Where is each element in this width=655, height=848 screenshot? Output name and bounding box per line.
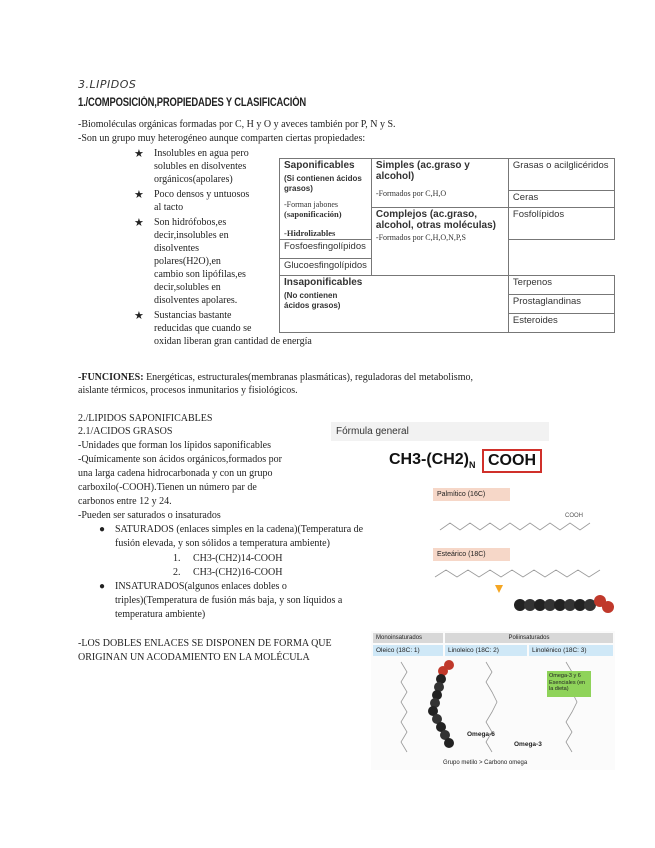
- saponificables-label: Saponificables: [284, 160, 355, 171]
- sec2-line-5: carbonos entre 12 y 24.: [78, 496, 172, 507]
- prop-3-line-4: polares(H2O),en: [154, 256, 221, 267]
- sec2-line-1: -Unidades que forman los lípidos saponificables: [78, 440, 272, 451]
- example-1: CH3-(CH2)14-COOH: [193, 553, 283, 564]
- star-bullet-icon: ★: [134, 189, 144, 201]
- type-ceras: Ceras: [508, 191, 614, 208]
- stearic-chain-diagram: [430, 563, 620, 618]
- simples-label: Simples (ac.graso y alcohol): [375, 160, 470, 182]
- bullet-dot: ●: [99, 581, 106, 592]
- sap-soap-line-1: -Forman jabones: [284, 200, 338, 209]
- label-oleico: Oleico (18C: 1): [373, 645, 443, 656]
- prop-1-line-1: Insolubles en agua pero: [154, 148, 249, 159]
- star-bullet-icon: ★: [134, 148, 144, 160]
- complejos-note: -Formados por C,H,O,N,P,S: [375, 233, 466, 242]
- saponificables-cell: [280, 159, 372, 240]
- header-monoinsaturados: Monoinsaturados: [373, 633, 443, 643]
- formula-label: Fórmula general: [331, 422, 549, 441]
- section-title: 3.LIPIDOS: [78, 78, 137, 91]
- type-prostaglandinas: Prostaglandinas: [508, 295, 614, 314]
- insaponificables-cell: [280, 276, 509, 333]
- simples-cell: [371, 159, 508, 208]
- complejos-label: Complejos (ac.graso, alcohol, otras moléculas): [375, 209, 496, 231]
- sec2-line-3: una larga cadena hidrocarbonada y con un grupo: [78, 468, 273, 479]
- example-num-2: 2.: [173, 567, 181, 578]
- cooh-box: COOH: [482, 449, 542, 473]
- formula-left: CH3-(CH2): [389, 451, 469, 468]
- prop-3-line-7: disolventes apolares.: [154, 295, 238, 306]
- general-formula: [389, 451, 476, 470]
- complejos-cell: [371, 208, 508, 276]
- palmitico-label: Palmítico (16C): [433, 488, 510, 501]
- type-esteroides: Esteroides: [508, 314, 614, 333]
- saturados-line-2: fusión elevada, y son sólidos a temperatura ambiente): [115, 538, 330, 549]
- saturados-line-1: SATURADOS (enlaces simples en la cadena)(Temperatura de: [115, 524, 364, 535]
- type-glucoesfingolipidos: Glucoesfingolípidos: [280, 259, 372, 276]
- sec2-line-4: carboxilo(-COOH).Tienen un número par de: [78, 482, 257, 493]
- prop-2-line-1: Poco densos y untuosos: [154, 189, 250, 200]
- prop-4-line-1: Sustancias bastante: [154, 310, 232, 321]
- arrow-down-icon: [495, 585, 503, 593]
- intro-line-1: -Biomoléculas orgánicas formadas por C, H y O y aveces también por P, N y S.: [78, 119, 396, 130]
- label-linolenico: Linolénico (18C: 3): [529, 645, 613, 656]
- saponificables-note: (Si contienen ácidos grasos): [284, 174, 362, 193]
- oleic-space-filling-model: [428, 660, 454, 748]
- insaturados-line-1: INSATURADOS(algunos enlaces dobles o: [115, 581, 287, 592]
- prop-3-line-1: Son hidrófobos,es: [154, 217, 227, 228]
- prop-1-line-3: orgánicos(apolares): [154, 174, 233, 185]
- insaponificables-note: (No contienen ácidos grasos): [284, 291, 341, 310]
- header-poliinsaturados: Poliinsaturados: [445, 633, 613, 643]
- type-fosfolipidos: Fosfolípidos: [508, 208, 614, 240]
- prop-4-line-3: oxidan liberan gran cantidad de energía: [154, 336, 312, 347]
- fatty-acids-figure: [371, 631, 615, 770]
- bullet-dot: ●: [99, 524, 106, 535]
- sec2-line-2: -Químicamente son ácidos orgánicos,formados por: [78, 454, 282, 465]
- prop-2-line-2: al tacto: [154, 202, 184, 213]
- example-num-1: 1.: [173, 553, 181, 564]
- insaponificables-label: Insaponificables: [284, 277, 363, 288]
- funciones-line-1: [78, 371, 473, 384]
- star-bullet-icon: ★: [134, 217, 144, 229]
- sap-hydrolizables: -Hidrolizables: [284, 228, 336, 238]
- prop-3-line-2: decir,insolubles en: [154, 230, 229, 241]
- funciones-text-2: aislante térmicos, procesos inmunitarios y fisiológicos.: [78, 385, 298, 396]
- label-linoleico: Linoleico (18C: 2): [445, 645, 527, 656]
- type-grasas: Grasas o acilglicéridos: [508, 159, 614, 191]
- star-bullet-icon: ★: [134, 310, 144, 322]
- funciones-label: -FUNCIONES:: [78, 372, 144, 383]
- prop-3-line-5: cambio son lipófilas,es: [154, 269, 246, 280]
- type-fosfoesfingolipidos: Fosfoesfingolípidos: [280, 240, 372, 259]
- example-2: CH3-(CH2)16-COOH: [193, 567, 283, 578]
- space-filling-model: [514, 595, 614, 613]
- omega-essential-box: Omega-3 y 6 Esenciales (en la dieta): [547, 671, 591, 697]
- omega-6-label: Omega-6: [467, 731, 495, 738]
- sap-soap-line-2: (saponificación): [284, 209, 342, 219]
- cooh-small-label: COOH: [565, 513, 583, 519]
- dobles-line-1: -LOS DOBLES ENLACES SE DISPONEN DE FORMA QUE: [78, 638, 332, 649]
- type-terpenos: Terpenos: [508, 276, 614, 295]
- prop-3-line-6: decir,solubles en: [154, 282, 221, 293]
- insaturados-line-2: triples)(Temperatura de fusión más baja, y son líquidos a: [115, 595, 343, 606]
- prop-3-line-3: disolventes: [154, 243, 199, 254]
- dobles-line-2: ORIGINAN UN ACODAMIENTO EN LA MOLÉCULA: [78, 652, 310, 663]
- classification-table: [279, 158, 615, 333]
- sec2-subtitle: 2.1/ACIDOS GRASOS: [78, 426, 173, 437]
- palmitic-chain-diagram: [430, 505, 600, 545]
- insaturados-line-3: temperatura ambiente): [115, 609, 206, 620]
- sec2-line-6: -Pueden ser saturados o insaturados: [78, 510, 221, 521]
- omega-3-label: Omega-3: [514, 741, 542, 748]
- prop-1-line-2: solubles en disolventes: [154, 161, 247, 172]
- sec2-title: 2./LIPIDOS SAPONIFICABLES: [78, 413, 213, 424]
- funciones-text-1: Energéticas, estructurales(membranas plasmáticas), reguladoras del metabolismo,: [143, 372, 473, 383]
- prop-4-line-2: reducidas que cuando se: [154, 323, 252, 334]
- estearico-label: Esteárico (18C): [433, 548, 510, 561]
- simples-note: -Formados por C,H,O: [375, 189, 447, 198]
- figure-footer: Grupo metilo > Carbono omega: [443, 760, 528, 766]
- formula-n: N: [469, 460, 476, 471]
- section-heading: 1./COMPOSICIÓN,PROPIEDADES Y CLASIFICACIÓN: [78, 97, 307, 109]
- intro-line-2: -Son un grupo muy heterogéneo aunque comparten ciertas propiedades:: [78, 133, 366, 144]
